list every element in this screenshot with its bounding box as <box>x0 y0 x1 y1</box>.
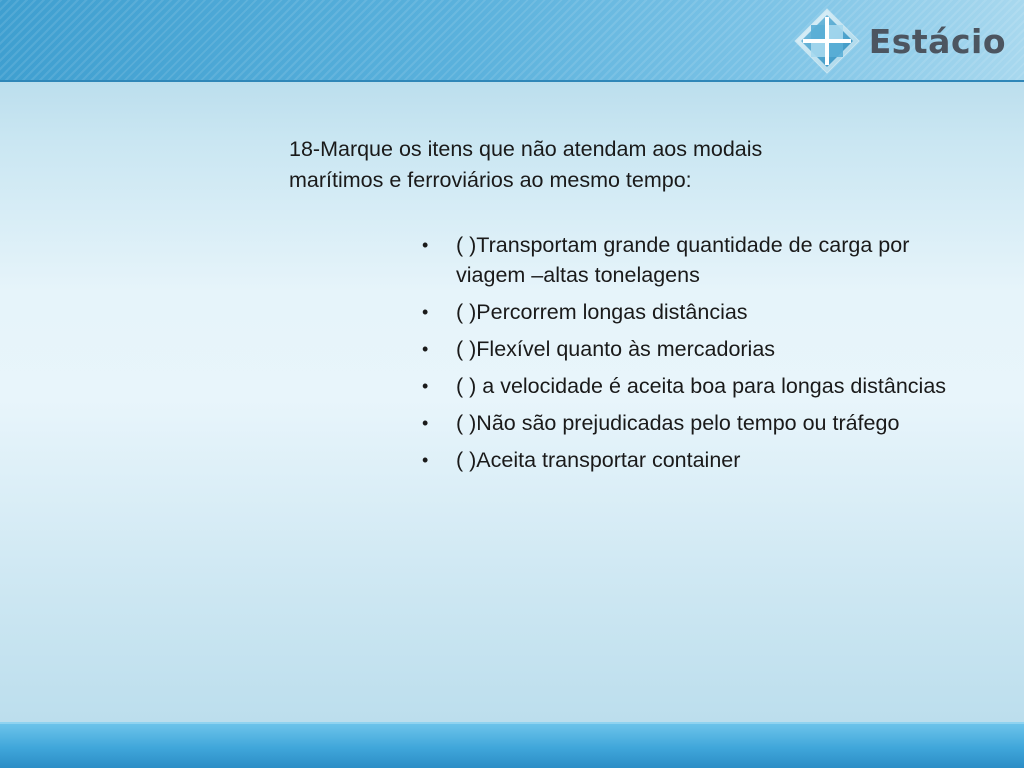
header-band <box>0 0 1024 82</box>
option-text: ( )Percorrem longas distâncias <box>456 300 748 324</box>
bullet-icon: • <box>422 376 429 396</box>
list-item <box>417 445 957 475</box>
slide-content <box>289 134 979 472</box>
bullet-icon: • <box>422 413 429 433</box>
option-text: ( )Flexível quanto às mercadorias <box>456 337 776 361</box>
logo-text: Estácio <box>868 21 1006 61</box>
question-text: 18-Marque os itens que não atendam aos modais marítimos e ferroviários ao mesmo tempo: <box>289 137 763 192</box>
bullet-icon: • <box>422 302 429 322</box>
option-text: ( )Transportam grande quantidade de carga por viagem –altas tonelagens <box>456 233 910 287</box>
estacio-logo <box>793 6 1006 76</box>
option-text: ( ) a velocidade é aceita boa para longas distâncias <box>456 374 947 398</box>
list-item <box>417 297 957 327</box>
option-text: ( )Aceita transportar container <box>456 448 741 472</box>
options-list <box>417 230 957 482</box>
list-item <box>417 334 957 364</box>
bullet-icon: • <box>422 450 429 470</box>
footer-band <box>0 722 1024 768</box>
option-text: ( )Não são prejudicadas pelo tempo ou tráfego <box>456 411 900 435</box>
bullet-icon: • <box>422 339 429 359</box>
list-item <box>417 408 957 438</box>
estacio-logo-icon <box>793 7 861 75</box>
bullet-icon: • <box>422 235 429 255</box>
list-item <box>417 371 957 401</box>
list-item <box>417 230 957 290</box>
